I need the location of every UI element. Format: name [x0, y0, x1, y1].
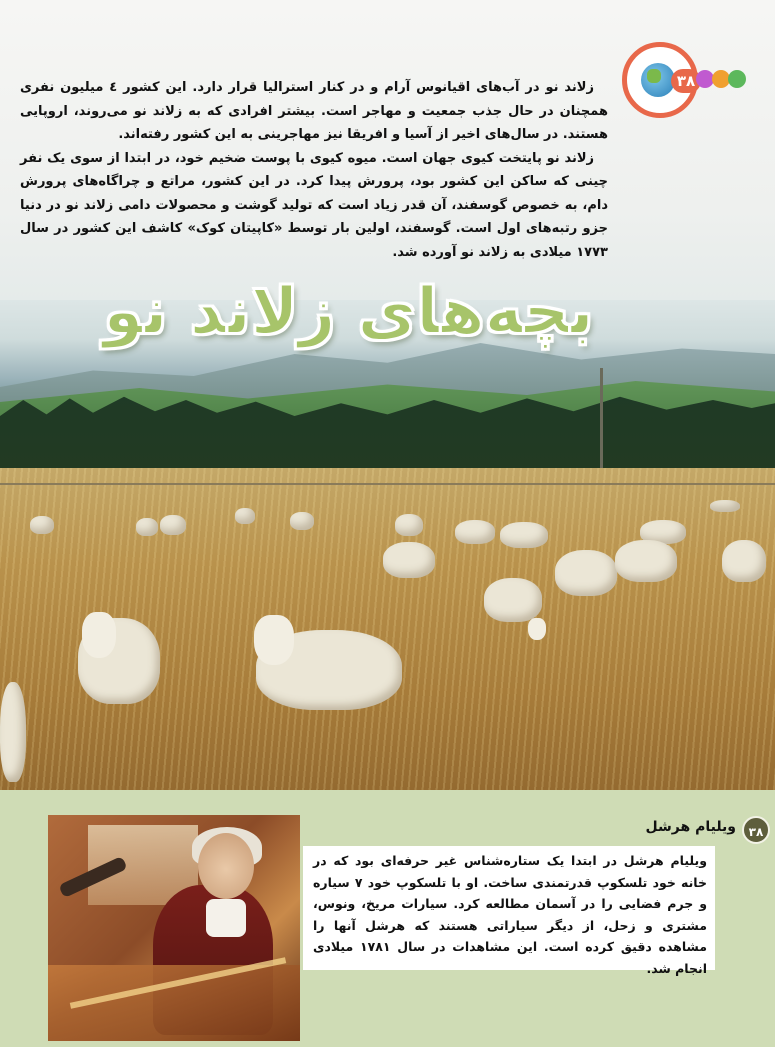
sheep — [555, 550, 617, 596]
intro-paragraph: زلاند نو پایتخت کیوی جهان است. میوه کیوی با پوست ضخیم خود، در ابتدا از سوی یک نفر چینی که ساکن این کشور بود، پرورش پیدا کرد. در این کشور، مراتع و چراگاه‌های پرورش دام، به خصوص گوسفند، آن قدر زیاد است که تولید گوشت و محصولات دامی زلاند نو در دنیا جزو رتبه‌های اول است. گوسفند، اولین بار توسط «کاپیتان کوک» کاشف این کشور در سال ۱۷۷۳ میلادی به زلاند نو آورده شد. — [20, 150, 608, 260]
page-number: ۳۸ — [671, 69, 701, 93]
page-badge — [620, 42, 755, 122]
sheep — [710, 500, 740, 512]
sheep-head — [528, 618, 546, 640]
sheep — [722, 540, 766, 582]
herschel-paragraph: ویلیام هرشل در ابتدا یک ستاره‌شناس غیر حرفه‌ای بود که در خانه خود تلسکوپ قدرتمندی ساخت. او با تلسکوپ خود ۷ سیاره و جرم فضایی را در آسمان مطالعه کرد. سیارات مریخ، ونوس، مشتری و زحل، از دیگر سیاراتی هستند که هرشل آنها را مشاهده دقیق کرده است. این مشاهدات در سال ۱۷۸۱ میلادی انجام شد. — [313, 853, 708, 976]
section-heading — [560, 816, 764, 844]
globe-land-icon — [647, 69, 661, 83]
sheep — [383, 542, 435, 578]
herschel-portrait — [48, 815, 300, 1041]
portrait-collar — [206, 899, 246, 937]
portrait-face — [198, 833, 254, 899]
sheep — [484, 578, 542, 622]
badge-circle — [622, 42, 698, 118]
sheep — [290, 512, 314, 530]
intro-area — [0, 0, 775, 300]
intro-text — [20, 76, 608, 264]
sheep — [136, 518, 158, 536]
page-title: بچه‌های زلاند نو — [103, 275, 594, 349]
sheep — [615, 540, 677, 582]
sheep-head — [82, 612, 116, 658]
sheep — [395, 514, 423, 536]
fence — [0, 483, 775, 485]
sheep-field-photo — [0, 300, 775, 790]
sheep-head — [254, 615, 294, 665]
section-title: ویلیام هرشل — [645, 819, 736, 835]
sheep — [160, 515, 186, 535]
sheep — [455, 520, 495, 544]
section-number-badge: ۳۸ — [742, 816, 770, 844]
sheep — [235, 508, 255, 524]
sheep — [500, 522, 548, 548]
herschel-text-box — [303, 846, 715, 976]
badge-dot-icon — [728, 70, 746, 88]
intro-paragraph: زلاند نو در آب‌های اقیانوس آرام و در کنار استرالیا قرار دارد. این کشور ٤ میلیون نفری همچنان در حال جذب جمعیت و مهاجر است. بیشتر افرادی که به زلاند نو می‌روند، اروپایی هستند. در سال‌های اخیر از آسیا و افریقا نیز مهاجرینی به این کشور رفته‌اند. — [20, 80, 608, 142]
sheep — [0, 682, 26, 782]
sheep — [30, 516, 54, 534]
